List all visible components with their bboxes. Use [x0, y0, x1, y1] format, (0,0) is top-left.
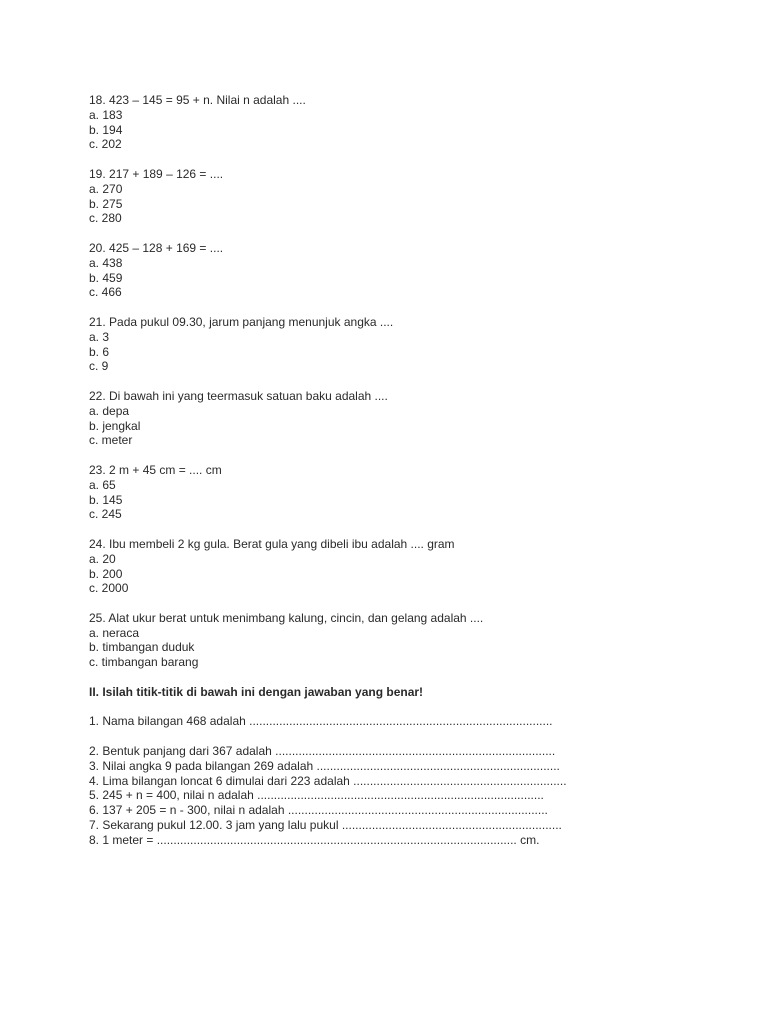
question-text: 25. Alat ukur berat untuk menimbang kalung, cincin, dan gelang adalah .... [89, 610, 484, 625]
option-c: c. timbangan barang [89, 655, 199, 670]
question-20 [89, 241, 729, 300]
fill-item-3: 3. Nilai angka 9 pada bilangan 269 adalah ......................................................................... [89, 758, 560, 773]
option-a: a. 20 [89, 551, 116, 566]
fill-item-2: 2. Bentuk panjang dari 367 adalah .................................................................................... [89, 744, 556, 759]
option-c: c. 2000 [89, 581, 129, 596]
fill-item-group [89, 744, 729, 848]
option-b: b. 194 [89, 122, 123, 137]
option-a: a. 270 [89, 181, 123, 196]
option-c: c. 466 [89, 285, 122, 300]
question-19 [89, 167, 729, 226]
option-a: a. 183 [89, 107, 123, 122]
question-text: 24. Ibu membeli 2 kg gula. Berat gula yang dibeli ibu adalah .... gram [89, 536, 455, 551]
question-21 [89, 315, 729, 374]
option-b: b. 145 [89, 492, 123, 507]
option-c: c. 9 [89, 359, 109, 374]
fill-item-8: 8. 1 meter = ............................................................................................................ cm. [89, 832, 540, 847]
fill-item-5: 5. 245 + n = 400, nilai n adalah ...................................................................................... [89, 788, 544, 803]
option-a: a. neraca [89, 625, 140, 640]
option-b: b. timbangan duduk [89, 640, 195, 655]
fill-item-1: 1. Nama bilangan 468 adalah ........................................................................................... [89, 714, 553, 729]
option-c: c. 202 [89, 137, 122, 152]
option-b: b. 459 [89, 270, 123, 285]
question-24 [89, 537, 729, 596]
option-a: a. 65 [89, 477, 116, 492]
fill-item-4: 4. Lima bilangan loncat 6 dimulai dari 223 adalah ................................................................ [89, 773, 567, 788]
question-text: 18. 423 – 145 = 95 + n. Nilai n adalah .... [89, 93, 306, 107]
option-b: b. 275 [89, 196, 123, 211]
question-text: 20. 425 – 128 + 169 = .... [89, 240, 224, 255]
fill-item-group-first [89, 714, 729, 729]
section-2-heading: II. Isilah titik-titik di bawah ini dengan jawaban yang benar! [89, 684, 424, 699]
fill-item-6: 6. 137 + 205 = n - 300, nilai n adalah .............................................................................. [89, 803, 548, 818]
fill-item-7: 7. Sekarang pukul 12.00. 3 jam yang lalu pukul .................................................................. [89, 818, 562, 833]
question-text: 23. 2 m + 45 cm = .... cm [89, 462, 222, 477]
option-c: c. 245 [89, 507, 122, 522]
question-25 [89, 611, 729, 670]
option-a: a. depa [89, 403, 130, 418]
worksheet-document [89, 93, 729, 848]
option-a: a. 438 [89, 255, 123, 270]
option-c: c. 280 [89, 211, 122, 226]
option-b: b. 200 [89, 566, 123, 581]
question-text: 19. 217 + 189 – 126 = .... [89, 166, 224, 181]
question-23 [89, 463, 729, 522]
option-b: b. 6 [89, 344, 110, 359]
option-b: b. jengkal [89, 418, 141, 433]
question-text: 21. Pada pukul 09.30, jarum panjang menunjuk angka .... [89, 314, 394, 329]
question-22 [89, 389, 729, 448]
option-a: a. 3 [89, 329, 110, 344]
option-c: c. meter [89, 433, 133, 448]
question-text: 22. Di bawah ini yang teermasuk satuan baku adalah .... [89, 388, 388, 403]
question-18 [89, 93, 729, 152]
